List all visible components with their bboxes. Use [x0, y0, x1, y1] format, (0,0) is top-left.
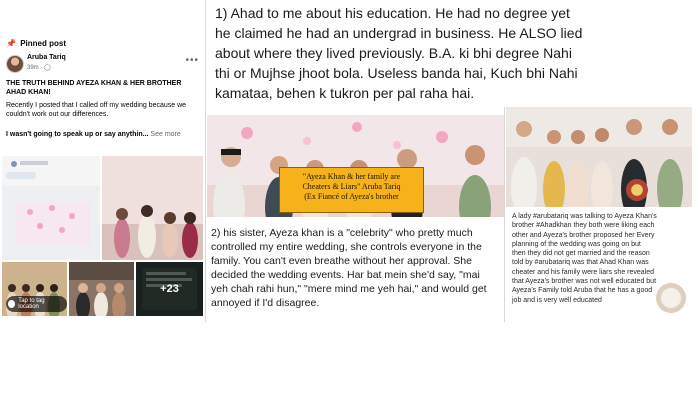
banner-line-2: Cheaters & Liars" Aruba Tariq — [302, 182, 401, 191]
quote-banner — [279, 167, 424, 213]
tag-icon — [8, 300, 15, 308]
story-photo-image — [506, 107, 692, 207]
pinned-label: Pinned post — [20, 39, 66, 48]
post-paragraph: Recently I posted that I called off my wedding because we couldn't work out our differences. — [6, 102, 187, 118]
see-more-link[interactable]: See more — [150, 131, 181, 138]
post-photo-4[interactable] — [69, 262, 134, 316]
watermark-stamp-icon — [656, 283, 686, 313]
pinned-post-header — [6, 39, 66, 48]
globe-icon: · ◯ — [40, 65, 51, 71]
post-photo-1[interactable] — [2, 156, 100, 260]
tag-location-button[interactable] — [6, 296, 67, 312]
post-time — [27, 64, 51, 71]
post-photo-3[interactable] — [2, 262, 67, 316]
tag-location-label: Tap to tag location — [18, 298, 45, 310]
banner-line-3: (Ex Fiancé of Ayeza's brother — [304, 192, 399, 201]
story-panel — [506, 107, 692, 317]
post-photo-2[interactable] — [102, 156, 203, 260]
banner-line-1: "Ayeza Khan & her family are — [302, 172, 401, 181]
story-photo — [506, 107, 692, 207]
text-block-bottom: 2) his sister, Ayeza khan is a "celebrity" who pretty much controlled my entire wedding, she controls everyone in the family. You can't even breathe without her approval. She decided the wedding events. Har bat mein she'd say, "mai yeh chah rahi hun," "mere mind me yeh hai," and would get annoyed if I'd disagree. — [211, 227, 487, 309]
pin-icon: 📌 — [6, 39, 16, 48]
text-screenshot-top — [207, 0, 602, 113]
story-caption: A lady #arubatariq was talking to Ayeza Khan's brother #Ahadkhan they both were liking each other and Ayeza's brother proposed her Every planning of the wedding was going on but then they did not get married and the reason told by #arubatariq was that Ahad Khan was cheater and his family were liars she revealed that Ayeza's brother was not well educated but Ayeza's Family told Aruba that he has a good job and is very well educated — [512, 213, 657, 304]
divider — [504, 107, 505, 322]
post-paragraph-text: I wasn't going to speak up or say anythin... — [6, 131, 149, 138]
text-block-top: 1) Ahad to me about his education. He had no degree yet he claimed he had an undergrad in business. He ALSO lied about where they lived previously. B.A. ki bhi degree Nahi thi or Mujhse jhoot bola. Useless banda hai, Kuch bhi Nahi kamataa, behen k tukron per pal raha hai. — [215, 5, 583, 101]
family-photo — [207, 115, 504, 217]
post-photo-2-image — [102, 156, 203, 260]
post-photo-4-image — [69, 262, 134, 316]
post-photo-5[interactable] — [136, 262, 203, 316]
text-screenshot-bottom — [207, 222, 504, 322]
post-headline: THE TRUTH BEHIND AYEZA KHAN & HER BROTHER AHAD KHAN! — [6, 80, 182, 96]
more-options-icon[interactable]: ••• — [185, 55, 199, 66]
post-author[interactable]: Aruba Tariq — [27, 54, 66, 61]
logo-badge-icon — [626, 179, 648, 201]
more-photos-badge[interactable]: +23 — [136, 262, 203, 316]
facebook-post — [0, 33, 205, 318]
post-photo-1-image — [2, 156, 100, 260]
post-paragraph-truncated — [6, 130, 198, 139]
avatar[interactable] — [6, 55, 24, 73]
divider — [205, 0, 206, 322]
post-time-text: 39m — [27, 65, 39, 71]
